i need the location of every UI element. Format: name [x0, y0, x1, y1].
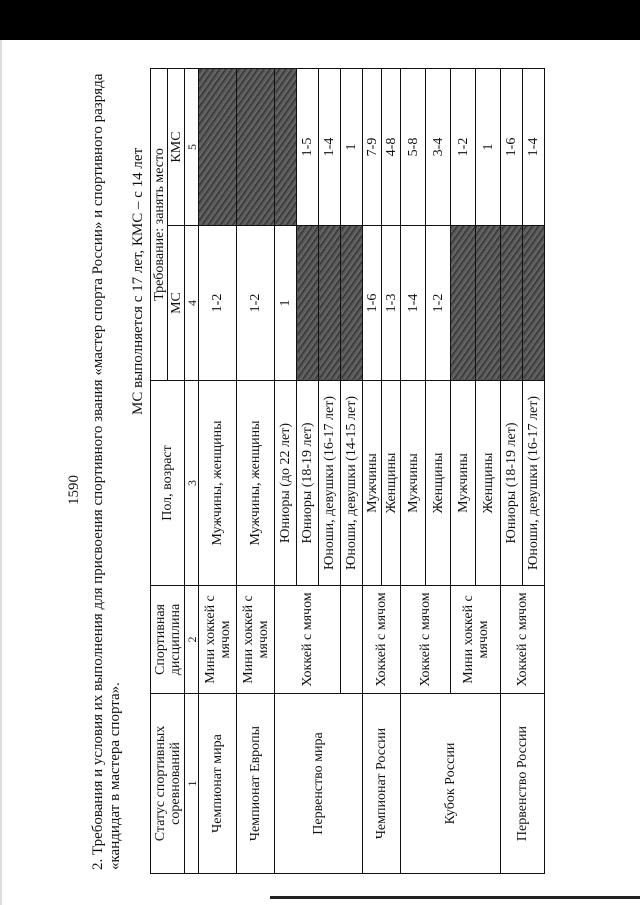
gender-age-cell: Юноши, девушки (14-15 лет) [341, 381, 363, 586]
gender-age-cell: Юниоры (до 22 лет) [275, 381, 297, 586]
ms-cell-empty [523, 226, 545, 381]
gender-age-cell: Мужчины [363, 381, 382, 586]
discipline-cell: Мини хоккей с мячом [199, 586, 237, 694]
kms-cell-empty [199, 69, 237, 226]
discipline-cell: Мини хоккей с мячом [237, 586, 275, 694]
gender-age-cell: Мужчины, женщины [237, 381, 275, 586]
gender-age-cell: Женщины [476, 381, 501, 586]
gender-age-cell: Юниоры (18-19 лет) [501, 381, 523, 586]
kms-cell: 7-9 [363, 69, 382, 226]
status-cell: Чемпионат России [363, 694, 401, 874]
kms-cell: 1-5 [297, 69, 319, 226]
gender-age-cell: Мужчины [451, 381, 476, 586]
header-discipline: Спортивная дисциплина [151, 586, 185, 694]
kms-cell-empty [275, 69, 297, 226]
kms-cell: 1 [476, 69, 501, 226]
ms-cell: 1 [275, 226, 297, 381]
ms-cell-empty [476, 226, 501, 381]
ms-cell-empty [297, 226, 319, 381]
discipline-cell: Хоккей с мячом [275, 586, 341, 694]
ms-cell: 1-3 [382, 226, 401, 381]
kms-cell: 4-8 [382, 69, 401, 226]
page-number: 1590 [66, 475, 82, 505]
column-number: 5 [185, 69, 199, 226]
gender-age-cell: Женщины [382, 381, 401, 586]
kms-cell: 1-2 [451, 69, 476, 226]
age-note: МС выполняется с 17 лет, КМС – с 14 лет [130, 147, 146, 415]
column-number: 4 [185, 226, 199, 381]
requirements-table [150, 68, 545, 874]
kms-cell: 1-6 [501, 69, 523, 226]
ms-cell: 1-2 [199, 226, 237, 381]
ms-cell: 1-2 [426, 226, 451, 381]
status-cell: Первенство мира [275, 694, 363, 874]
kms-cell: 1-4 [319, 69, 341, 226]
caption-line-2: «кандидат в мастера спорта». [107, 682, 123, 870]
status-cell: Кубок России [401, 694, 501, 874]
discipline-cell: Мини хоккей с мячом [451, 586, 501, 694]
column-number: 3 [185, 381, 199, 586]
status-cell: Чемпионат Европы [237, 694, 275, 874]
status-cell: Чемпионат мира [199, 694, 237, 874]
gender-age-cell: Юниоры (18-19 лет) [297, 381, 319, 586]
header-gender-age: Пол, возраст [151, 381, 185, 586]
ms-cell-empty [341, 226, 363, 381]
ms-cell-empty [319, 226, 341, 381]
ms-cell: 1-6 [363, 226, 382, 381]
gender-age-cell: Женщины [426, 381, 451, 586]
gender-age-cell: Юноши, девушки (16-17 лет) [319, 381, 341, 586]
page-edge [0, 40, 2, 905]
ms-cell-empty [451, 226, 476, 381]
ms-cell: 1-2 [237, 226, 275, 381]
gender-age-cell: Мужчины, женщины [199, 381, 237, 586]
header-ms: МС [168, 226, 185, 381]
kms-cell: 1 [341, 69, 363, 226]
ms-cell-empty [501, 226, 523, 381]
column-number: 1 [185, 694, 199, 874]
kms-cell: 5-8 [401, 69, 426, 226]
kms-cell: 3-4 [426, 69, 451, 226]
discipline-cell-empty [341, 586, 363, 694]
header-requirement: Требование: занять место [151, 69, 168, 381]
caption-line-1: 2. Требования и условия их выполнения для присвоения спортивного звания «мастер спорта России» и спортивного разряда [90, 73, 106, 870]
gender-age-cell: Мужчины [401, 381, 426, 586]
kms-cell: 1-4 [523, 69, 545, 226]
ms-cell: 1-4 [401, 226, 426, 381]
header-kms: КМС [168, 69, 185, 226]
status-cell: Первенство России [501, 694, 545, 874]
header-status: Статус спортивных соревнований [151, 694, 185, 874]
rotated-page [60, 30, 620, 900]
discipline-cell: Хоккей с мячом [501, 586, 545, 694]
kms-cell-empty [237, 69, 275, 226]
column-number: 2 [185, 586, 199, 694]
gender-age-cell: Юноши, девушки (16-17 лет) [523, 381, 545, 586]
discipline-cell: Хоккей с мячом [401, 586, 451, 694]
discipline-cell: Хоккей с мячом [363, 586, 401, 694]
